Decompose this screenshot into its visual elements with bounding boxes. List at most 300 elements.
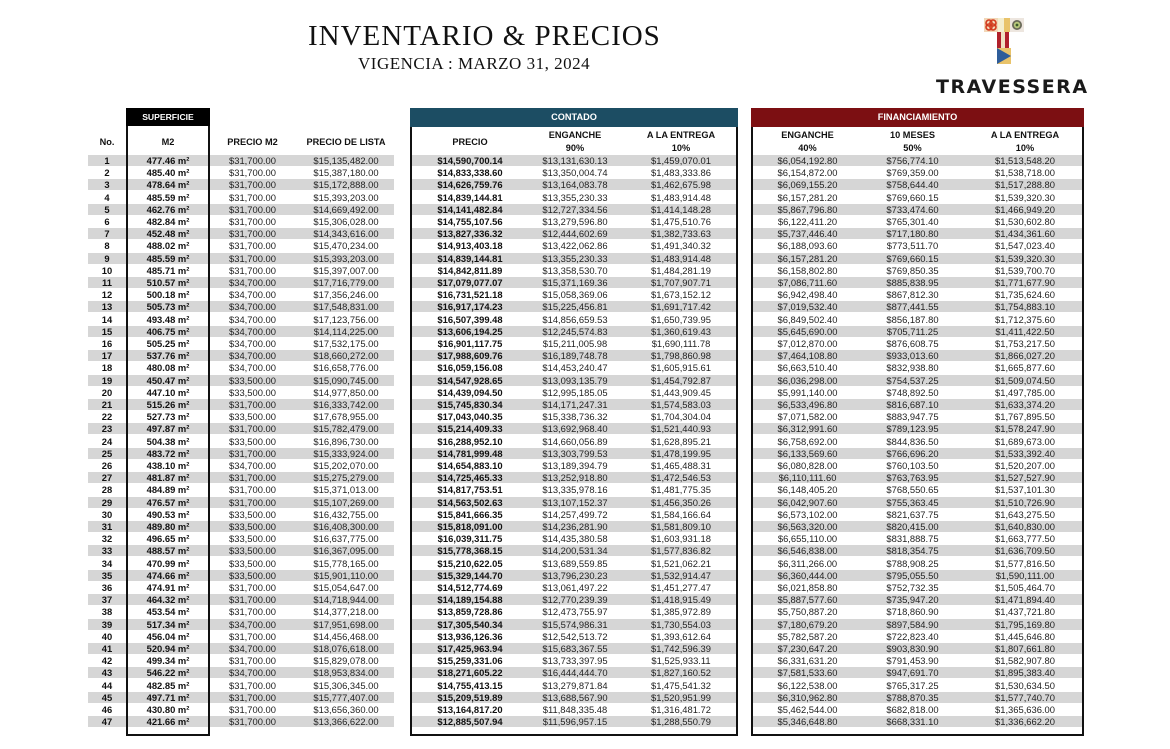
cell-fin-entrega: $1,539,700.70 [995, 264, 1055, 276]
cell-fin-enganche: $5,645,690.00 [777, 325, 838, 337]
cell-fin-enganche: $6,655,110.00 [777, 533, 838, 545]
cell-no: 47 [101, 716, 113, 728]
cell-precio-m2: $34,700.00 [229, 618, 276, 630]
cell-precio-contado: $14,439,094.50 [437, 386, 503, 398]
cell-precio-lista: $15,397,007.00 [313, 264, 379, 276]
cell-precio-m2: $34,700.00 [229, 350, 276, 362]
cell-precio-lista: $14,456,468.00 [313, 630, 379, 642]
cell-contado-enganche: $14,200,531.34 [542, 545, 608, 557]
cell-precio-contado: $17,988,609.76 [437, 350, 503, 362]
cell-fin-entrega: $1,767,895.50 [995, 411, 1055, 423]
cell-no: 23 [101, 423, 113, 435]
cell-fin-meses: $773,511.70 [886, 240, 939, 252]
cell-contado-entrega: $1,483,333.86 [651, 167, 711, 179]
col-header-fin-meses: 10 MESES [890, 130, 935, 140]
cell-no: 37 [101, 594, 113, 606]
cell-precio-contado: $16,901,117.75 [437, 338, 503, 349]
cell-fin-entrega: $1,636,709.50 [995, 545, 1055, 557]
cell-contado-entrega: $1,690,111.78 [651, 338, 711, 349]
cell-fin-meses: $718,860.90 [886, 606, 939, 618]
cell-contado-enganche: $13,303,799.53 [542, 447, 608, 459]
cell-fin-entrega: $1,577,740.70 [995, 691, 1055, 703]
cell-fin-enganche: $7,230,647.20 [777, 643, 838, 654]
cell-precio-lista: $16,432,755.00 [313, 508, 379, 520]
cell-fin-enganche: $7,019,532.40 [777, 301, 838, 313]
col-header-fin-enganche-pct: 40% [798, 143, 817, 153]
cell-fin-enganche: $6,573,102.00 [777, 508, 838, 520]
cell-precio-lista: $16,658,776.00 [313, 362, 379, 374]
cell-fin-enganche: $6,546,838.00 [777, 545, 838, 557]
cell-precio-contado: $12,885,507.94 [437, 716, 503, 728]
cell-fin-meses: $818,354.75 [886, 545, 939, 557]
cell-precio-m2: $31,700.00 [229, 484, 276, 496]
cell-m2: 482.85 m² [146, 679, 190, 691]
cell-fin-entrega: $1,434,361.60 [995, 228, 1055, 240]
cell-m2: 527.73 m² [146, 411, 190, 423]
cell-contado-entrega: $1,456,350.26 [651, 496, 711, 508]
table-row [0, 533, 1100, 544]
cell-fin-entrega: $1,411,422.50 [995, 325, 1055, 337]
cell-precio-lista: $14,343,616.00 [313, 228, 379, 240]
cell-fin-meses: $947,691.70 [886, 667, 939, 679]
cell-contado-entrega: $1,628,895.21 [651, 435, 711, 447]
cell-no: 33 [101, 545, 113, 557]
cell-precio-m2: $33,500.00 [229, 435, 276, 447]
contado-header: CONTADO [410, 108, 738, 127]
cell-m2: 485.59 m² [146, 191, 190, 203]
cell-contado-entrega: $1,472,546.53 [651, 472, 711, 484]
cell-contado-enganche: $15,211,005.98 [542, 338, 608, 349]
cell-fin-enganche: $6,158,802.80 [777, 264, 838, 276]
cell-precio-m2: $34,700.00 [229, 362, 276, 374]
cell-fin-entrega: $1,633,374.20 [995, 399, 1055, 410]
cell-no: 46 [101, 704, 113, 715]
cell-precio-m2: $31,700.00 [229, 179, 276, 191]
cell-contado-enganche: $15,338,736.32 [542, 411, 608, 423]
cell-fin-enganche: $6,021,858.80 [777, 582, 838, 593]
cell-fin-meses: $760,103.50 [886, 460, 939, 471]
cell-contado-entrega: $1,475,510.76 [651, 216, 711, 227]
cell-m2: 497.71 m² [146, 691, 190, 703]
cell-precio-m2: $31,700.00 [229, 655, 276, 667]
col-header-contado-enganche-pct: 90% [565, 143, 585, 153]
cell-precio-m2: $31,700.00 [229, 264, 276, 276]
table-row [0, 362, 1100, 373]
cell-precio-contado: $16,288,952.10 [437, 435, 503, 447]
cell-precio-lista: $16,637,775.00 [313, 533, 379, 545]
table-row [0, 167, 1100, 178]
cell-no: 2 [104, 167, 110, 179]
cell-no: 42 [101, 655, 113, 667]
cell-precio-lista: $15,090,745.00 [313, 374, 379, 386]
cell-precio-m2: $33,500.00 [229, 545, 276, 557]
table-row [0, 289, 1100, 300]
cell-no: 36 [101, 582, 113, 593]
cell-fin-entrega: $1,530,634.50 [995, 679, 1055, 691]
cell-fin-entrega: $1,590,111.00 [995, 569, 1055, 581]
col-header-fin-entrega-pct: 10% [1015, 143, 1035, 153]
cell-precio-lista: $17,951,698.00 [313, 618, 379, 630]
cell-fin-enganche: $6,311,266.00 [777, 557, 838, 569]
cell-m2: 546.22 m² [146, 667, 190, 679]
cell-no: 25 [101, 447, 113, 459]
cell-precio-lista: $15,306,345.00 [313, 679, 379, 691]
cell-fin-entrega: $1,471,894.40 [995, 594, 1055, 606]
cell-fin-enganche: $6,148,405.20 [777, 484, 838, 496]
col-header-no: No. [99, 137, 115, 147]
cell-contado-entrega: $1,483,914.48 [651, 191, 711, 203]
cell-no: 39 [101, 618, 113, 630]
page-title: INVENTARIO & PRECIOS [308, 20, 661, 52]
cell-no: 20 [101, 386, 113, 398]
table-row [0, 667, 1100, 678]
cell-contado-entrega: $1,521,062.21 [651, 557, 711, 569]
cell-m2: 447.10 m² [146, 386, 190, 398]
cell-contado-entrega: $1,443,909.45 [651, 386, 711, 398]
cell-fin-enganche: $5,867,796.80 [777, 203, 838, 215]
cell-precio-lista: $16,896,730.00 [313, 435, 379, 447]
cell-fin-entrega: $1,510,726.90 [995, 496, 1055, 508]
cell-contado-enganche: $14,453,240.47 [542, 362, 608, 374]
col-header-precio-m2: PRECIO M2 [227, 137, 278, 147]
cell-contado-enganche: $14,236,281.90 [542, 521, 608, 532]
cell-contado-enganche: $15,683,367.55 [542, 643, 608, 654]
cell-no: 35 [101, 569, 113, 581]
cell-precio-contado: $14,842,811.89 [437, 264, 503, 276]
cell-fin-meses: $758,644.40 [886, 179, 939, 191]
cell-fin-entrega: $1,509,074.50 [995, 374, 1055, 386]
cell-precio-contado: $15,841,666.35 [437, 508, 503, 520]
cell-precio-contado: $14,817,753.51 [437, 484, 503, 496]
cell-m2: 450.47 m² [146, 374, 190, 386]
cell-precio-contado: $15,259,331.06 [437, 655, 503, 667]
cell-fin-entrega: $1,753,217.50 [995, 338, 1055, 349]
cell-fin-entrega: $1,712,375.60 [995, 313, 1055, 325]
cell-precio-m2: $33,500.00 [229, 411, 276, 423]
cell-fin-entrega: $1,466,949.20 [995, 203, 1055, 215]
cell-fin-enganche: $7,086,711.60 [777, 277, 838, 288]
table-row [0, 484, 1100, 495]
cell-contado-entrega: $1,673,152.12 [651, 289, 711, 301]
cell-fin-enganche: $6,663,510.40 [777, 362, 838, 374]
table-row [0, 545, 1100, 556]
cell-m2: 453.54 m² [146, 606, 190, 618]
cell-no: 3 [104, 179, 110, 191]
cell-precio-contado: $14,563,502.63 [437, 496, 503, 508]
cell-contado-entrega: $1,574,583.03 [651, 399, 711, 410]
cell-precio-lista: $14,377,218.00 [313, 606, 379, 618]
cell-fin-entrega: $1,527,527.90 [995, 472, 1055, 484]
cell-contado-enganche: $13,189,394.79 [542, 460, 608, 471]
cell-m2: 476.57 m² [146, 496, 190, 508]
cell-precio-lista: $15,371,013.00 [313, 484, 379, 496]
cell-precio-contado: $17,079,077.07 [437, 277, 503, 288]
cell-precio-lista: $13,656,360.00 [313, 704, 379, 715]
cell-precio-contado: $15,329,144.70 [437, 569, 503, 581]
cell-contado-entrega: $1,742,596.39 [651, 643, 711, 654]
cell-precio-m2: $31,700.00 [229, 252, 276, 264]
cell-precio-m2: $31,700.00 [229, 691, 276, 703]
table-row [0, 680, 1100, 691]
cell-precio-m2: $31,700.00 [229, 594, 276, 606]
cell-no: 45 [101, 691, 113, 703]
cell-contado-enganche: $13,279,596.80 [542, 216, 608, 227]
cell-fin-enganche: $6,069,155.20 [777, 179, 838, 191]
cell-m2: 497.87 m² [146, 423, 190, 435]
cell-contado-entrega: $1,577,836.82 [651, 545, 711, 557]
cell-precio-m2: $31,700.00 [229, 472, 276, 484]
table-row [0, 436, 1100, 447]
cell-precio-contado: $14,590,700.14 [437, 155, 503, 166]
cell-fin-meses: $668,331.10 [886, 716, 939, 728]
cell-precio-m2: $34,700.00 [229, 289, 276, 301]
cell-no: 32 [101, 533, 113, 545]
cell-precio-contado: $17,425,963.94 [437, 643, 503, 654]
cell-fin-meses: $788,908.25 [886, 557, 939, 569]
cell-contado-enganche: $13,350,004.74 [542, 167, 608, 179]
cell-fin-entrega: $1,538,718.00 [995, 167, 1055, 179]
table-row [0, 399, 1100, 410]
cell-contado-enganche: $13,093,135.79 [542, 374, 608, 386]
cell-fin-meses: $766,696.20 [886, 447, 939, 459]
cell-contado-entrega: $1,691,717.42 [651, 301, 711, 313]
cell-fin-meses: $877,441.55 [886, 301, 939, 313]
col-header-contado-enganche: ENGANCHE [548, 130, 602, 140]
cell-fin-meses: $765,301.40 [886, 216, 939, 227]
cell-precio-lista: $15,778,165.00 [313, 557, 379, 569]
table-row [0, 472, 1100, 483]
cell-fin-entrega: $1,866,027.20 [995, 350, 1055, 362]
cell-fin-entrega: $1,517,288.80 [995, 179, 1055, 191]
cell-contado-enganche: $13,733,397.95 [542, 655, 608, 667]
cell-precio-lista: $17,123,756.00 [313, 313, 379, 325]
cell-fin-entrega: $1,577,816.50 [995, 557, 1055, 569]
cell-precio-contado: $16,039,311.75 [437, 533, 503, 545]
cell-fin-enganche: $6,122,538.00 [777, 679, 838, 691]
cell-fin-enganche: $7,071,582.00 [777, 411, 838, 423]
cell-fin-entrega: $1,530,602.80 [995, 216, 1055, 227]
cell-fin-enganche: $5,346,648.80 [777, 716, 838, 728]
cell-m2: 483.72 m² [146, 447, 190, 459]
cell-fin-enganche: $6,154,872.00 [777, 167, 838, 179]
cell-fin-enganche: $6,188,093.60 [777, 240, 838, 252]
cell-contado-entrega: $1,491,340.32 [651, 240, 711, 252]
cell-precio-m2: $34,700.00 [229, 277, 276, 288]
cell-contado-enganche: $14,660,056.89 [542, 435, 608, 447]
cell-precio-m2: $31,700.00 [229, 228, 276, 240]
cell-fin-entrega: $1,663,777.50 [995, 533, 1055, 545]
table-row [0, 338, 1100, 349]
cell-no: 38 [101, 606, 113, 618]
cell-fin-meses: $791,453.90 [886, 655, 939, 667]
cell-m2: 462.76 m² [146, 203, 190, 215]
cell-fin-enganche: $5,750,887.20 [777, 606, 838, 618]
cell-precio-lista: $15,275,279.00 [313, 472, 379, 484]
cell-fin-enganche: $6,331,631.20 [777, 655, 838, 667]
cell-fin-enganche: $6,312,991.60 [777, 423, 838, 435]
cell-precio-m2: $33,500.00 [229, 557, 276, 569]
cell-fin-enganche: $5,991,140.00 [777, 386, 838, 398]
cell-precio-contado: $16,731,521.18 [437, 289, 503, 301]
cell-contado-enganche: $14,257,499.72 [542, 508, 608, 520]
cell-no: 8 [104, 240, 110, 252]
table-row [0, 301, 1100, 312]
cell-fin-enganche: $6,080,828.00 [777, 460, 838, 471]
cell-precio-lista: $15,202,070.00 [313, 460, 379, 471]
table-row [0, 240, 1100, 251]
table-row [0, 375, 1100, 386]
cell-fin-meses: $755,363.45 [886, 496, 939, 508]
cell-m2: 499.34 m² [146, 655, 190, 667]
cell-precio-m2: $33,500.00 [229, 386, 276, 398]
travessera-logo-icon [984, 18, 1040, 74]
cell-contado-entrega: $1,798,860.98 [651, 350, 711, 362]
table-row [0, 387, 1100, 398]
cell-no: 28 [101, 484, 113, 496]
table-row [0, 326, 1100, 337]
table-row [0, 228, 1100, 239]
cell-fin-enganche: $6,942,498.40 [777, 289, 838, 301]
cell-m2: 470.99 m² [146, 557, 190, 569]
cell-m2: 430.80 m² [146, 704, 190, 715]
cell-no: 41 [101, 643, 113, 654]
cell-fin-meses: $705,711.25 [886, 325, 939, 337]
cell-no: 19 [101, 374, 113, 386]
table-row [0, 277, 1100, 288]
cell-no: 26 [101, 460, 113, 471]
cell-fin-meses: $816,687.10 [886, 399, 939, 410]
table-row [0, 692, 1100, 703]
cell-precio-m2: $31,700.00 [229, 582, 276, 593]
cell-contado-enganche: $13,107,152.37 [542, 496, 608, 508]
cell-contado-enganche: $13,131,630.13 [542, 155, 608, 166]
cell-no: 12 [101, 289, 113, 301]
cell-fin-enganche: $6,054,192.80 [777, 155, 838, 166]
cell-contado-enganche: $14,171,247.31 [542, 399, 608, 410]
cell-precio-m2: $31,700.00 [229, 704, 276, 715]
cell-no: 16 [101, 338, 113, 349]
cell-contado-entrega: $1,603,931.18 [651, 533, 711, 545]
cell-precio-contado: $14,189,154.88 [437, 594, 503, 606]
cell-precio-m2: $31,700.00 [229, 240, 276, 252]
cell-precio-contado: $14,654,883.10 [437, 460, 503, 471]
table-row [0, 509, 1100, 520]
cell-precio-lista: $17,716,779.00 [313, 277, 379, 288]
table-row [0, 411, 1100, 422]
cell-fin-enganche: $6,360,444.00 [777, 569, 838, 581]
cell-contado-entrega: $1,605,915.61 [651, 362, 711, 374]
cell-precio-contado: $13,606,194.25 [437, 325, 503, 337]
cell-m2: 464.32 m² [146, 594, 190, 606]
cell-precio-contado: $14,626,759.76 [437, 179, 503, 191]
table-row [0, 350, 1100, 361]
cell-contado-entrega: $1,704,304.04 [651, 411, 711, 423]
cell-fin-meses: $832,938.80 [886, 362, 939, 374]
table-row [0, 521, 1100, 532]
cell-precio-contado: $14,725,465.33 [437, 472, 503, 484]
table-row [0, 582, 1100, 593]
cell-contado-enganche: $13,689,559.85 [542, 557, 608, 569]
cell-contado-entrega: $1,730,554.03 [651, 618, 711, 630]
cell-precio-m2: $31,700.00 [229, 203, 276, 215]
cell-fin-enganche: $5,462,544.00 [777, 704, 838, 715]
cell-contado-entrega: $1,360,619.43 [651, 325, 711, 337]
cell-fin-entrega: $1,754,883.10 [995, 301, 1055, 313]
cell-no: 4 [104, 191, 110, 203]
cell-fin-entrega: $1,807,661.80 [995, 643, 1055, 654]
cell-contado-enganche: $12,770,239.39 [542, 594, 608, 606]
cell-contado-enganche: $12,444,602.69 [542, 228, 608, 240]
table-row [0, 155, 1100, 166]
cell-fin-meses: $933,013.60 [886, 350, 939, 362]
cell-contado-enganche: $14,435,380.58 [542, 533, 608, 545]
cell-fin-enganche: $7,012,870.00 [777, 338, 838, 349]
cell-precio-lista: $17,532,175.00 [313, 338, 379, 349]
cell-contado-entrega: $1,288,550.79 [651, 716, 711, 728]
cell-contado-entrega: $1,484,281.19 [651, 264, 711, 276]
cell-m2: 406.75 m² [146, 325, 190, 337]
cell-precio-contado: $14,781,999.48 [437, 447, 503, 459]
col-header-precio: PRECIO [452, 137, 488, 147]
cell-contado-entrega: $1,481,775.35 [651, 484, 711, 496]
cell-contado-entrega: $1,465,488.31 [651, 460, 711, 471]
table-row [0, 594, 1100, 605]
cell-m2: 500.18 m² [146, 289, 190, 301]
cell-contado-enganche: $13,692,968.40 [542, 423, 608, 435]
cell-precio-lista: $17,678,955.00 [313, 411, 379, 423]
cell-fin-meses: $844,836.50 [886, 435, 939, 447]
cell-precio-m2: $31,700.00 [229, 447, 276, 459]
cell-no: 18 [101, 362, 113, 374]
cell-fin-enganche: $6,042,907.60 [777, 496, 838, 508]
table-row [0, 265, 1100, 276]
cell-precio-contado: $15,210,622.05 [437, 557, 503, 569]
cell-fin-entrega: $1,365,636.00 [995, 704, 1055, 715]
cell-contado-entrega: $1,483,914.48 [651, 252, 711, 264]
cell-m2: 537.76 m² [146, 350, 190, 362]
cell-precio-contado: $17,043,040.35 [437, 411, 503, 423]
cell-contado-entrega: $1,316,481.72 [651, 704, 711, 715]
cell-no: 31 [101, 521, 113, 532]
cell-fin-enganche: $6,533,496.80 [777, 399, 838, 410]
cell-fin-meses: $768,550.65 [886, 484, 939, 496]
cell-precio-lista: $15,107,269.00 [313, 496, 379, 508]
cell-precio-m2: $34,700.00 [229, 301, 276, 313]
cell-fin-meses: $788,870.35 [886, 691, 939, 703]
cell-contado-enganche: $12,995,185.05 [542, 386, 608, 398]
cell-fin-meses: $769,359.00 [886, 167, 939, 179]
cell-fin-meses: $885,838.95 [886, 277, 939, 288]
cell-contado-enganche: $13,335,978.16 [542, 484, 608, 496]
cell-precio-contado: $14,141,482.84 [437, 203, 503, 215]
cell-precio-contado: $14,755,107.56 [437, 216, 503, 227]
cell-fin-entrega: $1,771,677.90 [995, 277, 1055, 288]
cell-m2: 505.25 m² [146, 338, 190, 349]
cell-contado-entrega: $1,382,733.63 [651, 228, 711, 240]
cell-m2: 504.38 m² [146, 435, 190, 447]
cell-fin-meses: $795,055.50 [886, 569, 939, 581]
table-row [0, 570, 1100, 581]
cell-precio-m2: $31,700.00 [229, 155, 276, 166]
cell-no: 22 [101, 411, 113, 423]
cell-precio-contado: $15,818,091.00 [437, 521, 503, 532]
cell-m2: 421.66 m² [146, 716, 190, 728]
cell-fin-entrega: $1,895,383.40 [995, 667, 1055, 679]
cell-m2: 474.91 m² [146, 582, 190, 593]
cell-fin-enganche: $5,782,587.20 [777, 630, 838, 642]
superficie-header: SUPERFICIE [126, 108, 210, 126]
cell-contado-enganche: $13,355,230.33 [542, 252, 608, 264]
